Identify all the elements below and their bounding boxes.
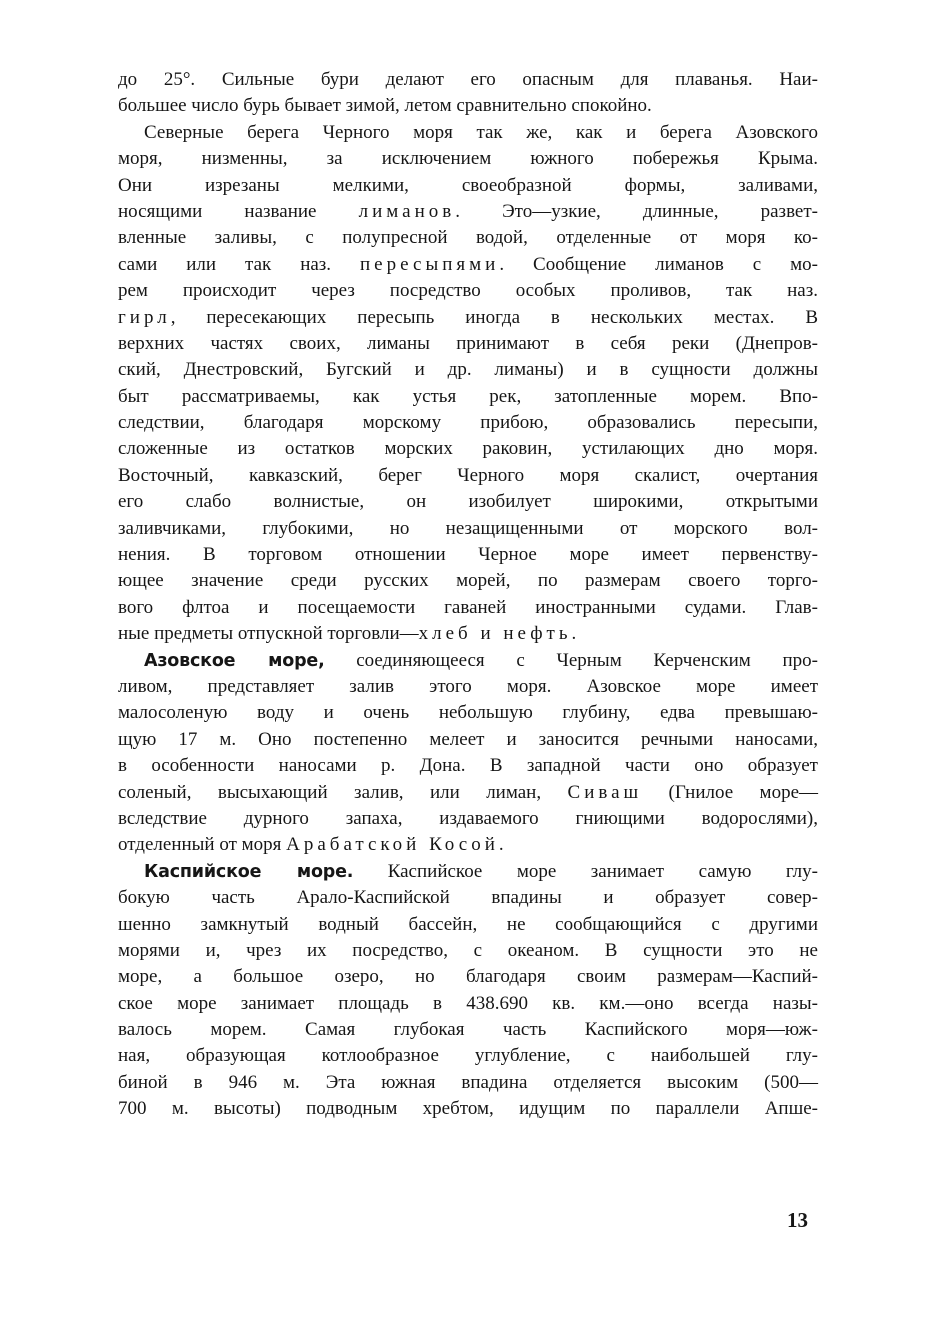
text-line: вследствие дурного запаха, издаваемого гниющими водорослями),	[118, 807, 818, 829]
text-line: моря, низменны, за исключением южного побережья Крыма.	[118, 148, 818, 170]
text-line: Они изрезаны мелкими, своеобразной формы, заливами,	[118, 174, 818, 196]
text-line: вленные заливы, с полупресной водой, отделенные от моря ко-	[118, 227, 818, 249]
text-line: в особенности наносами р. Дона. В западной части оно образует	[118, 755, 818, 777]
text-line: море, а большое озеро, но благодаря своим размерам—Каспий-	[118, 966, 818, 988]
text-line: щую 17 м. Оно постепенно мелеет и заносится речными наносами,	[118, 728, 818, 750]
spaced-term: Сиваш	[567, 781, 643, 803]
text-line: ское море занимает площадь в 438.690 кв. км.—оно всегда назы-	[118, 992, 818, 1014]
text-line: рем происходит через посредство особых проливов, так наз.	[118, 280, 818, 302]
text-line: нения. В торговом отношении Черное море имеет первенству-	[118, 544, 818, 566]
text-line: гирл, пересекающих пересыпь иногда в нескольких местах. В	[118, 306, 818, 328]
text-line: носящими название лиманов. Это—узкие, длинные, развет-	[118, 200, 818, 222]
text-line: шенно замкнутый водный бассейн, не сообщающийся с другими	[118, 913, 818, 935]
text-line: морями и, чрез их посредство, с океаном. В сущности это не	[118, 939, 818, 961]
section-heading-azov: Азовское море,	[144, 650, 325, 671]
text-line: малосоленую воду и очень небольшую глубину, едва превышаю-	[118, 702, 818, 724]
text-line: бокую часть Арало-Каспийской впадины и образует совер-	[118, 887, 818, 909]
text-line: большее число бурь бывает зимой, летом сравнительно спокойно.	[118, 95, 652, 117]
page-text	[118, 67, 818, 1123]
text-line: быт рассматриваемы, как устья рек, затопленные морем. Впо-	[118, 385, 818, 407]
text-line: Восточный, кавказский, берег Черного моря скалист, очертания	[118, 464, 818, 486]
text-line: соленый, высыхающий залив, или лиман, Сиваш (Гнилое море—	[118, 781, 819, 803]
text-line: 700 м. высоты) подводным хребтом, идущим по параллели Апше-	[118, 1098, 818, 1120]
spaced-term: пересыпями	[360, 253, 500, 275]
text-line: сами или так наз. пересыпями. Сообщение лиманов с мо-	[118, 253, 818, 275]
text-line: валось морем. Самая глубокая часть Каспийского моря—юж-	[118, 1019, 818, 1041]
spaced-term: хлеб и нефть	[418, 623, 572, 645]
text-line: Северные берега Черного моря так же, как и берега Азовского	[144, 121, 818, 143]
text-line: ная, образующая котлообразное углубление, с наибольшей глу-	[118, 1045, 818, 1067]
text-line: заливчиками, глубокими, но незащищенными от морского вол-	[118, 517, 818, 539]
text-line: Каспийское море. Каспийское море занимает самую глу-	[144, 860, 818, 882]
text-line: ский, Днестровский, Бугский и др. лиманы) и в сущности должны	[118, 359, 818, 381]
text-line: вого флтоа и посещаемости гаваней иностранными судами. Глав-	[118, 596, 818, 618]
text-line: ные предметы отпускной торговли—хлеб и нефть.	[118, 623, 577, 645]
spaced-term: лиманов	[358, 200, 456, 222]
text-line: ющее значение среди русских морей, по размерам своего торго-	[118, 570, 818, 592]
text-line: Азовское море, соединяющееся с Черным Керченским про-	[144, 649, 819, 671]
spaced-term: Арабатской Косой	[286, 834, 499, 856]
page-number: 13	[787, 1208, 808, 1232]
text-line: до 25°. Сильные бури делают его опасным для плаванья. Наи-	[118, 69, 818, 90]
text-line: его слабо волнистые, он изобилует широкими, открытыми	[118, 491, 818, 513]
spaced-term: гирл	[118, 306, 171, 328]
text-line: сложенные из остатков морских раковин, устилающих дно моря.	[118, 438, 818, 460]
text-line: ливом, представляет залив этого моря. Азовское море имеет	[118, 675, 818, 697]
text-line: отделенный от моря Арабатской Косой.	[118, 834, 504, 856]
text-line: следствии, благодаря морскому прибою, образовались пересыпи,	[118, 412, 818, 434]
text-line: верхних частях своих, лиманы принимают в себя реки (Днепров-	[118, 332, 818, 354]
text-line: биной в 946 м. Эта южная впадина отделяется высоким (500—	[118, 1071, 818, 1093]
section-heading-caspian: Каспийское море.	[144, 861, 354, 882]
